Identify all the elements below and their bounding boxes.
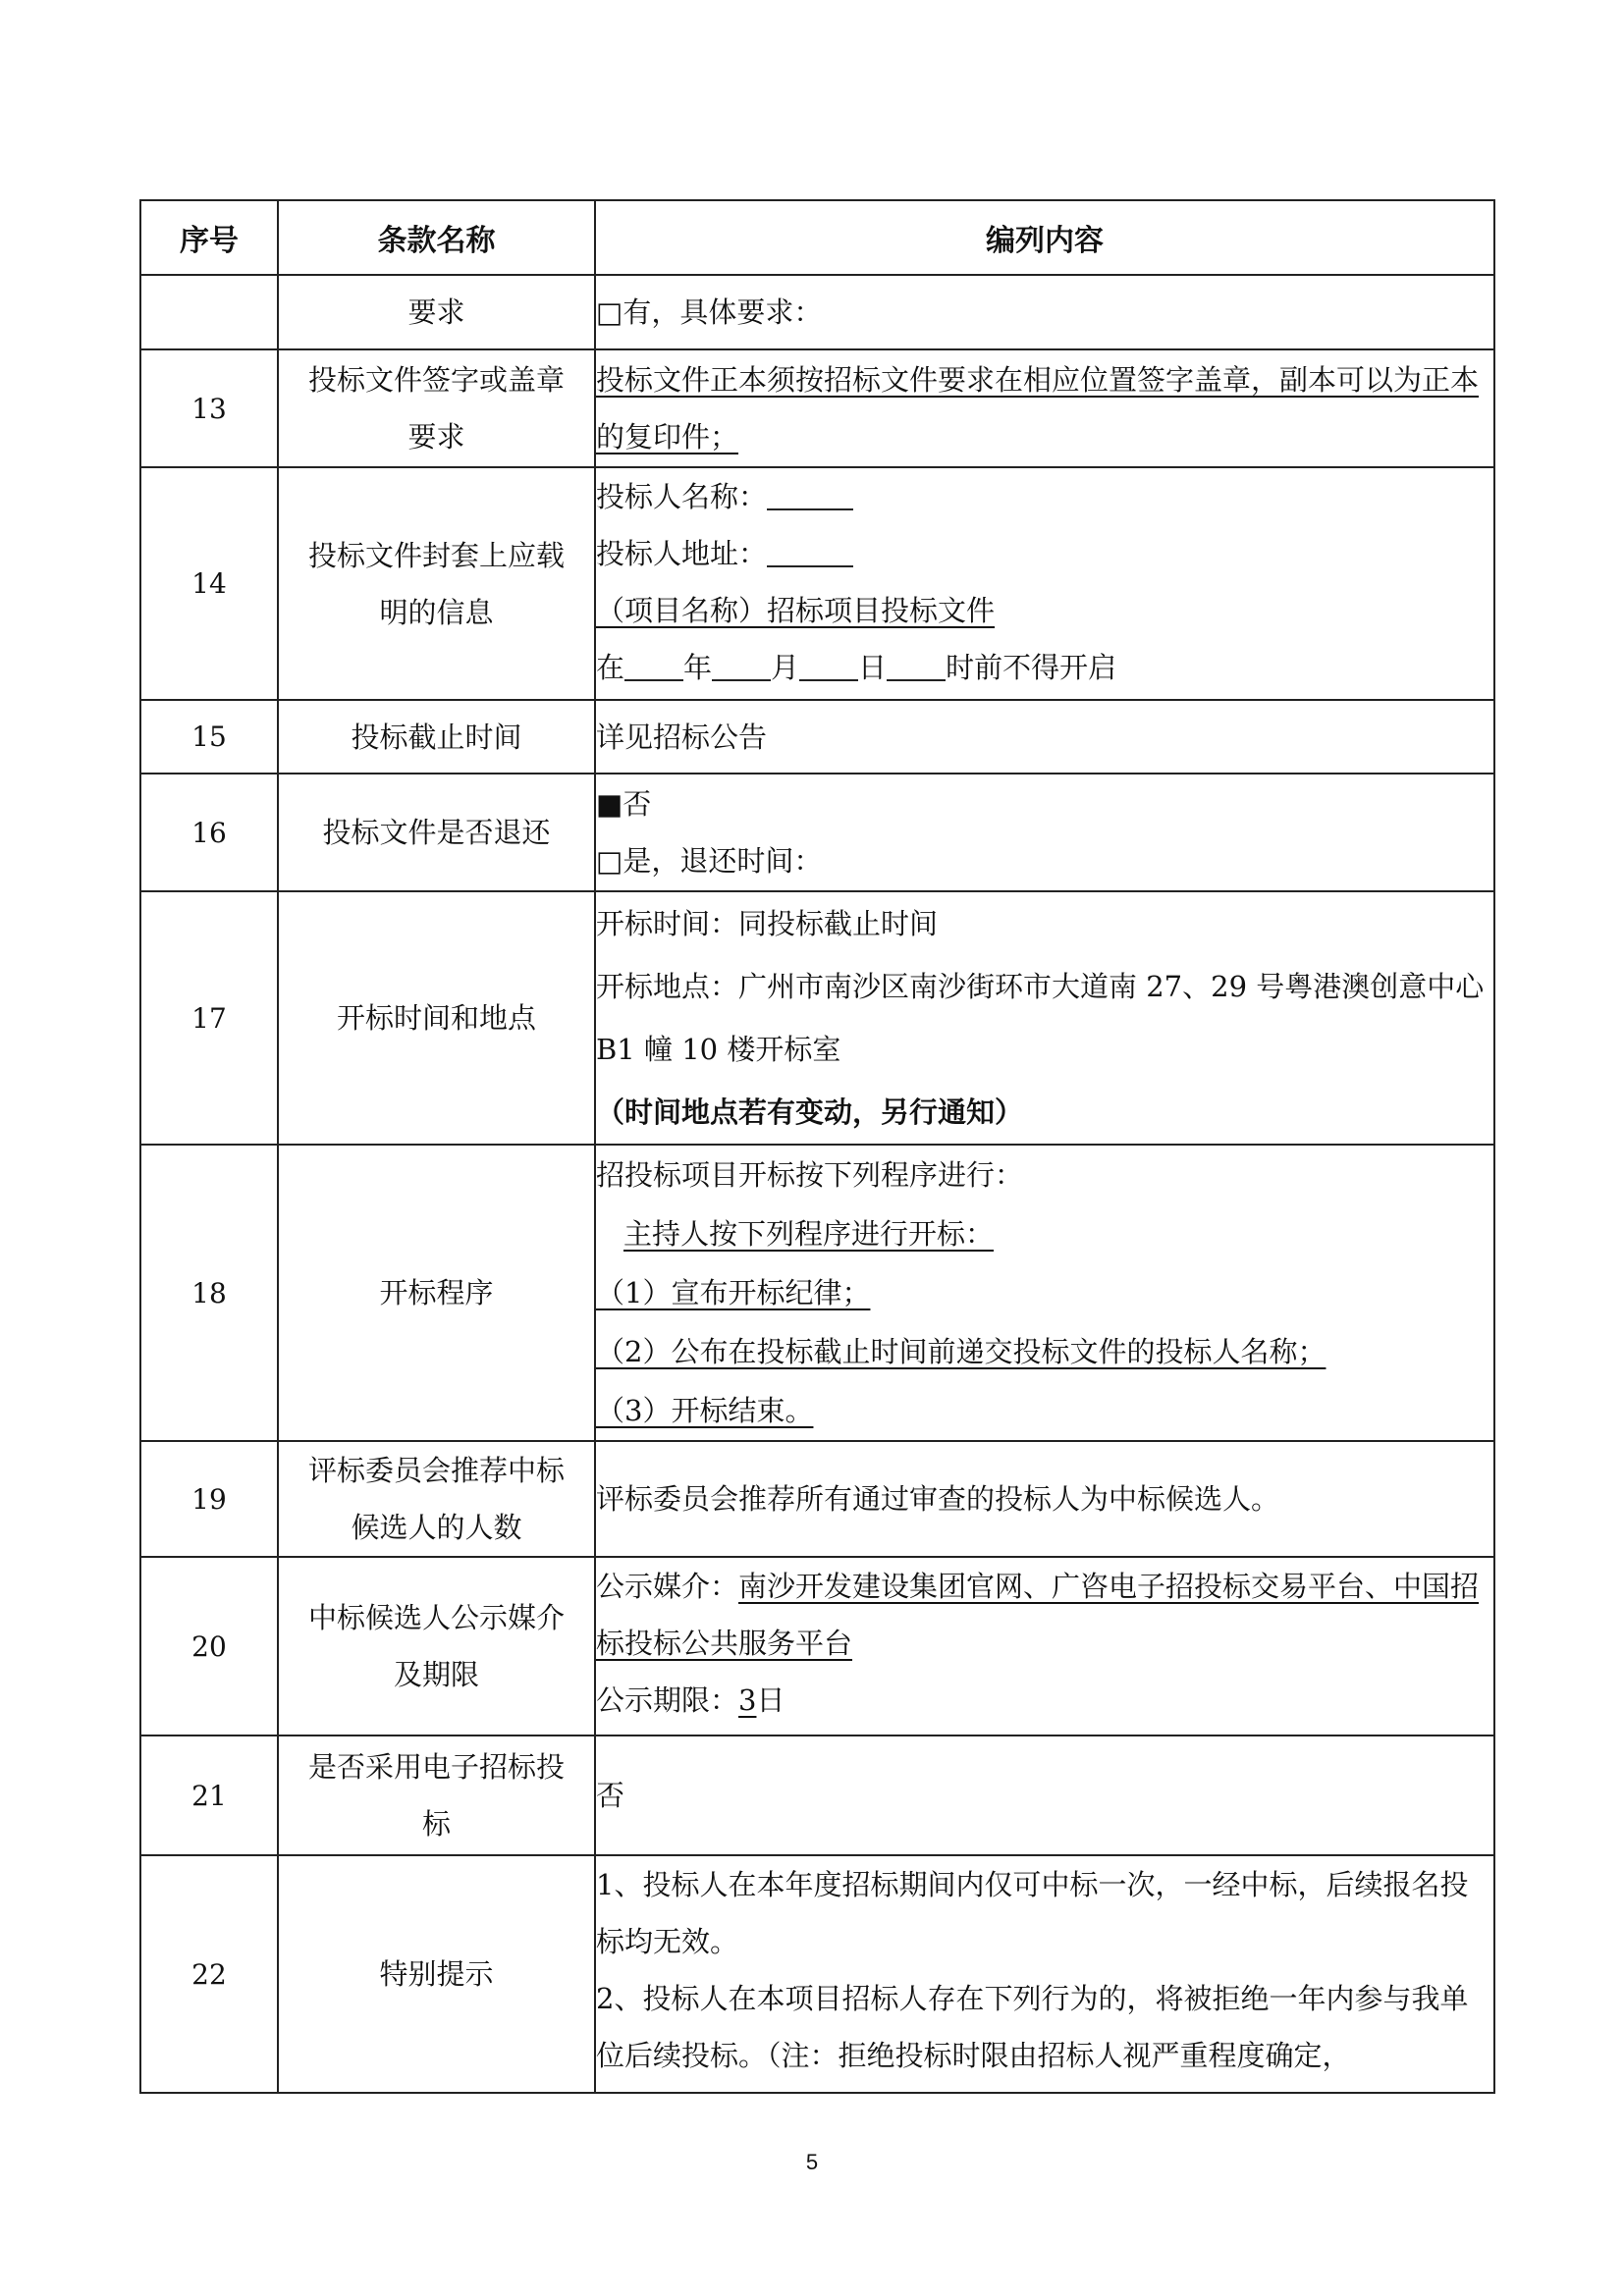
clause-content bbox=[595, 774, 1494, 891]
clause-name: 中标候选人公示媒介及期限 bbox=[278, 1557, 595, 1735]
row-number: 18 bbox=[140, 1145, 278, 1441]
fill-blank bbox=[712, 650, 771, 681]
clause-content: 招投标项目开标按下列程序进行： 主持人按下列程序进行开标： （1）宣布开标纪律； （2）公布在投标截止时间前递交投标文件的投标人名称； （3）开标结束。 bbox=[595, 1145, 1494, 1441]
table-row bbox=[140, 349, 1494, 467]
row-number: 13 bbox=[140, 349, 278, 467]
media-list: 南沙开发建设集团官网、广咨电子招投标交易平台、中国招标投标公共服务平台 bbox=[596, 1570, 1480, 1660]
table-row bbox=[140, 1855, 1494, 2093]
fill-blank bbox=[624, 650, 683, 681]
clause-content: 投标文件正本须按招标文件要求在相应位置签字盖章，副本可以为正本的复印件； bbox=[595, 349, 1494, 467]
fill-blank bbox=[799, 650, 858, 681]
fill-blank bbox=[887, 650, 946, 681]
header-seq: 序号 bbox=[140, 200, 278, 275]
checkbox-yes: □是，退还时间： bbox=[596, 844, 823, 878]
clause-name: 评标委员会推荐中标候选人的人数 bbox=[278, 1441, 595, 1557]
clause-content: 否 bbox=[595, 1735, 1494, 1855]
clause-table bbox=[139, 199, 1495, 2094]
table-row bbox=[140, 891, 1494, 1145]
table-row bbox=[140, 1735, 1494, 1855]
clause-name: 开标程序 bbox=[278, 1145, 595, 1441]
row-number: 19 bbox=[140, 1441, 278, 1557]
clause-name: 投标文件签字或盖章要求 bbox=[278, 349, 595, 467]
table-row bbox=[140, 275, 1494, 349]
table-row bbox=[140, 700, 1494, 774]
row-number: 21 bbox=[140, 1735, 278, 1855]
clause-content: 公示媒介：南沙开发建设集团官网、广咨电子招投标交易平台、中国招标投标公共服务平台 公示期限：3日 bbox=[595, 1557, 1494, 1735]
table-header-row bbox=[140, 200, 1494, 275]
clause-content: 评标委员会推荐所有通过审查的投标人为中标候选人。 bbox=[595, 1441, 1494, 1557]
row-number: 16 bbox=[140, 774, 278, 891]
clause-content: 1、投标人在本年度招标期间内仅可中标一次，一经中标，后续报名投标均无效。 2、投标人在本项目招标人存在下列行为的，将被拒绝一年内参与我单位后续投标。（注：拒绝投标时限由招标人视严重程度确定， bbox=[595, 1855, 1494, 2093]
table-row bbox=[140, 1145, 1494, 1441]
table-row bbox=[140, 467, 1494, 700]
page-number: 5 bbox=[805, 2150, 819, 2174]
clause-name: 投标截止时间 bbox=[278, 700, 595, 774]
table-row bbox=[140, 1441, 1494, 1557]
clause-name: 投标文件是否退还 bbox=[278, 774, 595, 891]
clause-content: 开标时间：同投标截止时间 开标地点：广州市南沙区南沙街环市大道南 27、29 号粤港澳创意中心 B1 幢 10 楼开标室 （时间地点若有变动，另行通知） bbox=[595, 891, 1494, 1145]
clause-name: 要求 bbox=[278, 275, 595, 349]
clause-content: □有，具体要求： bbox=[595, 275, 1494, 349]
clause-name: 特别提示 bbox=[278, 1855, 595, 2093]
checkbox-no: ■否 bbox=[596, 787, 652, 821]
fill-blank bbox=[767, 536, 853, 567]
clause-content: 详见招标公告 bbox=[595, 700, 1494, 774]
clause-content: 投标人名称： 投标人地址： （项目名称）招标项目投标文件 在 年 月 日 时前不得开启 bbox=[595, 467, 1494, 700]
row-number: 17 bbox=[140, 891, 278, 1145]
header-content: 编列内容 bbox=[595, 200, 1494, 275]
header-clause-name: 条款名称 bbox=[278, 200, 595, 275]
clause-name: 投标文件封套上应载明的信息 bbox=[278, 467, 595, 700]
row-number: 20 bbox=[140, 1557, 278, 1735]
clause-name: 是否采用电子招标投标 bbox=[278, 1735, 595, 1855]
fill-blank bbox=[767, 479, 853, 510]
table-row bbox=[140, 774, 1494, 891]
row-number: 22 bbox=[140, 1855, 278, 2093]
row-number: 15 bbox=[140, 700, 278, 774]
row-number bbox=[140, 275, 278, 349]
table-row bbox=[140, 1557, 1494, 1735]
row-number: 14 bbox=[140, 467, 278, 700]
clause-name: 开标时间和地点 bbox=[278, 891, 595, 1145]
